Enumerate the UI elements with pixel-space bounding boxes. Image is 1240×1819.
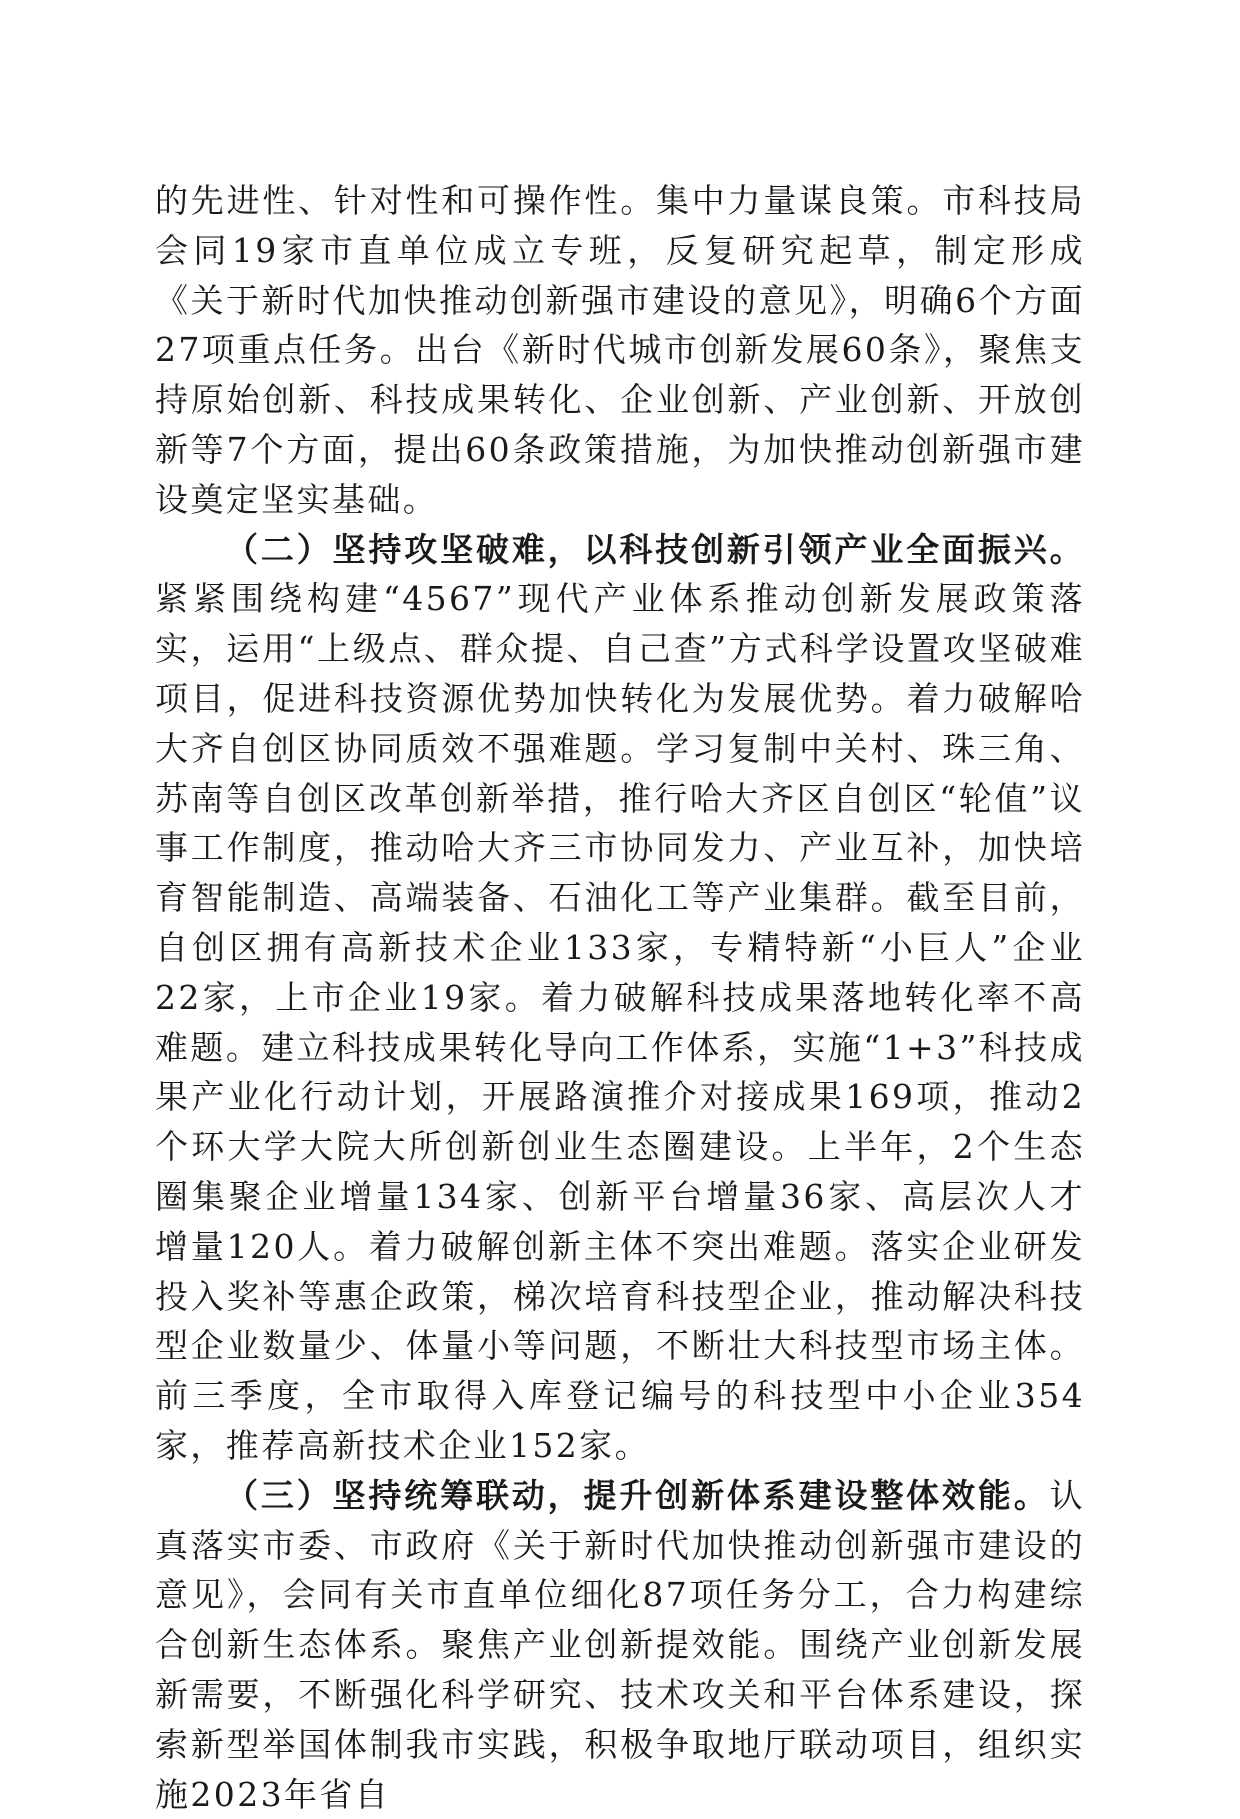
paragraph-3 [155,1471,1085,1819]
paragraph-2-heading: （二）坚持攻坚破难，以科技创新引领产业全面振兴。 [225,529,1085,569]
document-body [155,176,1085,1819]
paragraph-1 [155,176,1085,525]
paragraph-3-heading: （三）坚持统筹联动，提升创新体系建设整体效能。 [225,1475,1050,1515]
paragraph-3-text: 认真落实市委、市政府《关于新时代加快推动创新强市建设的意见》，会同有关市直单位细化87项任务分工，合力构建综合创新生态体系。聚焦产业创新提效能。围绕产业创新发展新需要，不断强化科学研究、技术攻关和平台体系建设，探索新型举国体制我市实践，积极争取地厅联动项目，组织实施2023年省自 [155,1475,1085,1814]
paragraph-1-text: 的先进性、针对性和可操作性。集中力量谋良策。市科技局会同19家市直单位成立专班，反复研究起草，制定形成《关于新时代加快推动创新强市建设的意见》，明确6个方面27项重点任务。出台《新时代城市创新发展60条》，聚焦支持原始创新、科技成果转化、企业创新、产业创新、开放创新等7个方面，提出60条政策措施，为加快推动创新强市建设奠定坚实基础。 [155,181,1085,519]
paragraph-2 [155,525,1085,1471]
paragraph-2-text: 紧紧围绕构建“4567”现代产业体系推动创新发展政策落实，运用“上级点、群众提、自己查”方式科学设置攻坚破难项目，促进科技资源优势加快转化为发展优势。着力破解哈大齐自创区协同质效不强难题。学习复制中关村、珠三角、苏南等自创区改革创新举措，推行哈大齐区自创区“轮值”议事工作制度，推动哈大齐三市协同发力、产业互补，加快培育智能制造、高端装备、石油化工等产业集群。截至目前，自创区拥有高新技术企业133家，专精特新“小巨人”企业22家，上市企业19家。着力破解科技成果落地转化率不高难题。建立科技成果转化导向工作体系，实施“1+3”科技成果产业化行动计划，开展路演推介对接成果169项，推动2个环大学大院大所创新创业生态圈建设。上半年，2个生态圈集聚企业增量134家、创新平台增量36家、高层次人才增量120人。着力破解创新主体不突出难题。落实企业研发投入奖补等惠企政策，梯次培育科技型企业，推动解决科技型企业数量少、体量小等问题，不断壮大科技型市场主体。前三季度，全市取得入库登记编号的科技型中小企业354家，推荐高新技术企业152家。 [155,579,1085,1465]
